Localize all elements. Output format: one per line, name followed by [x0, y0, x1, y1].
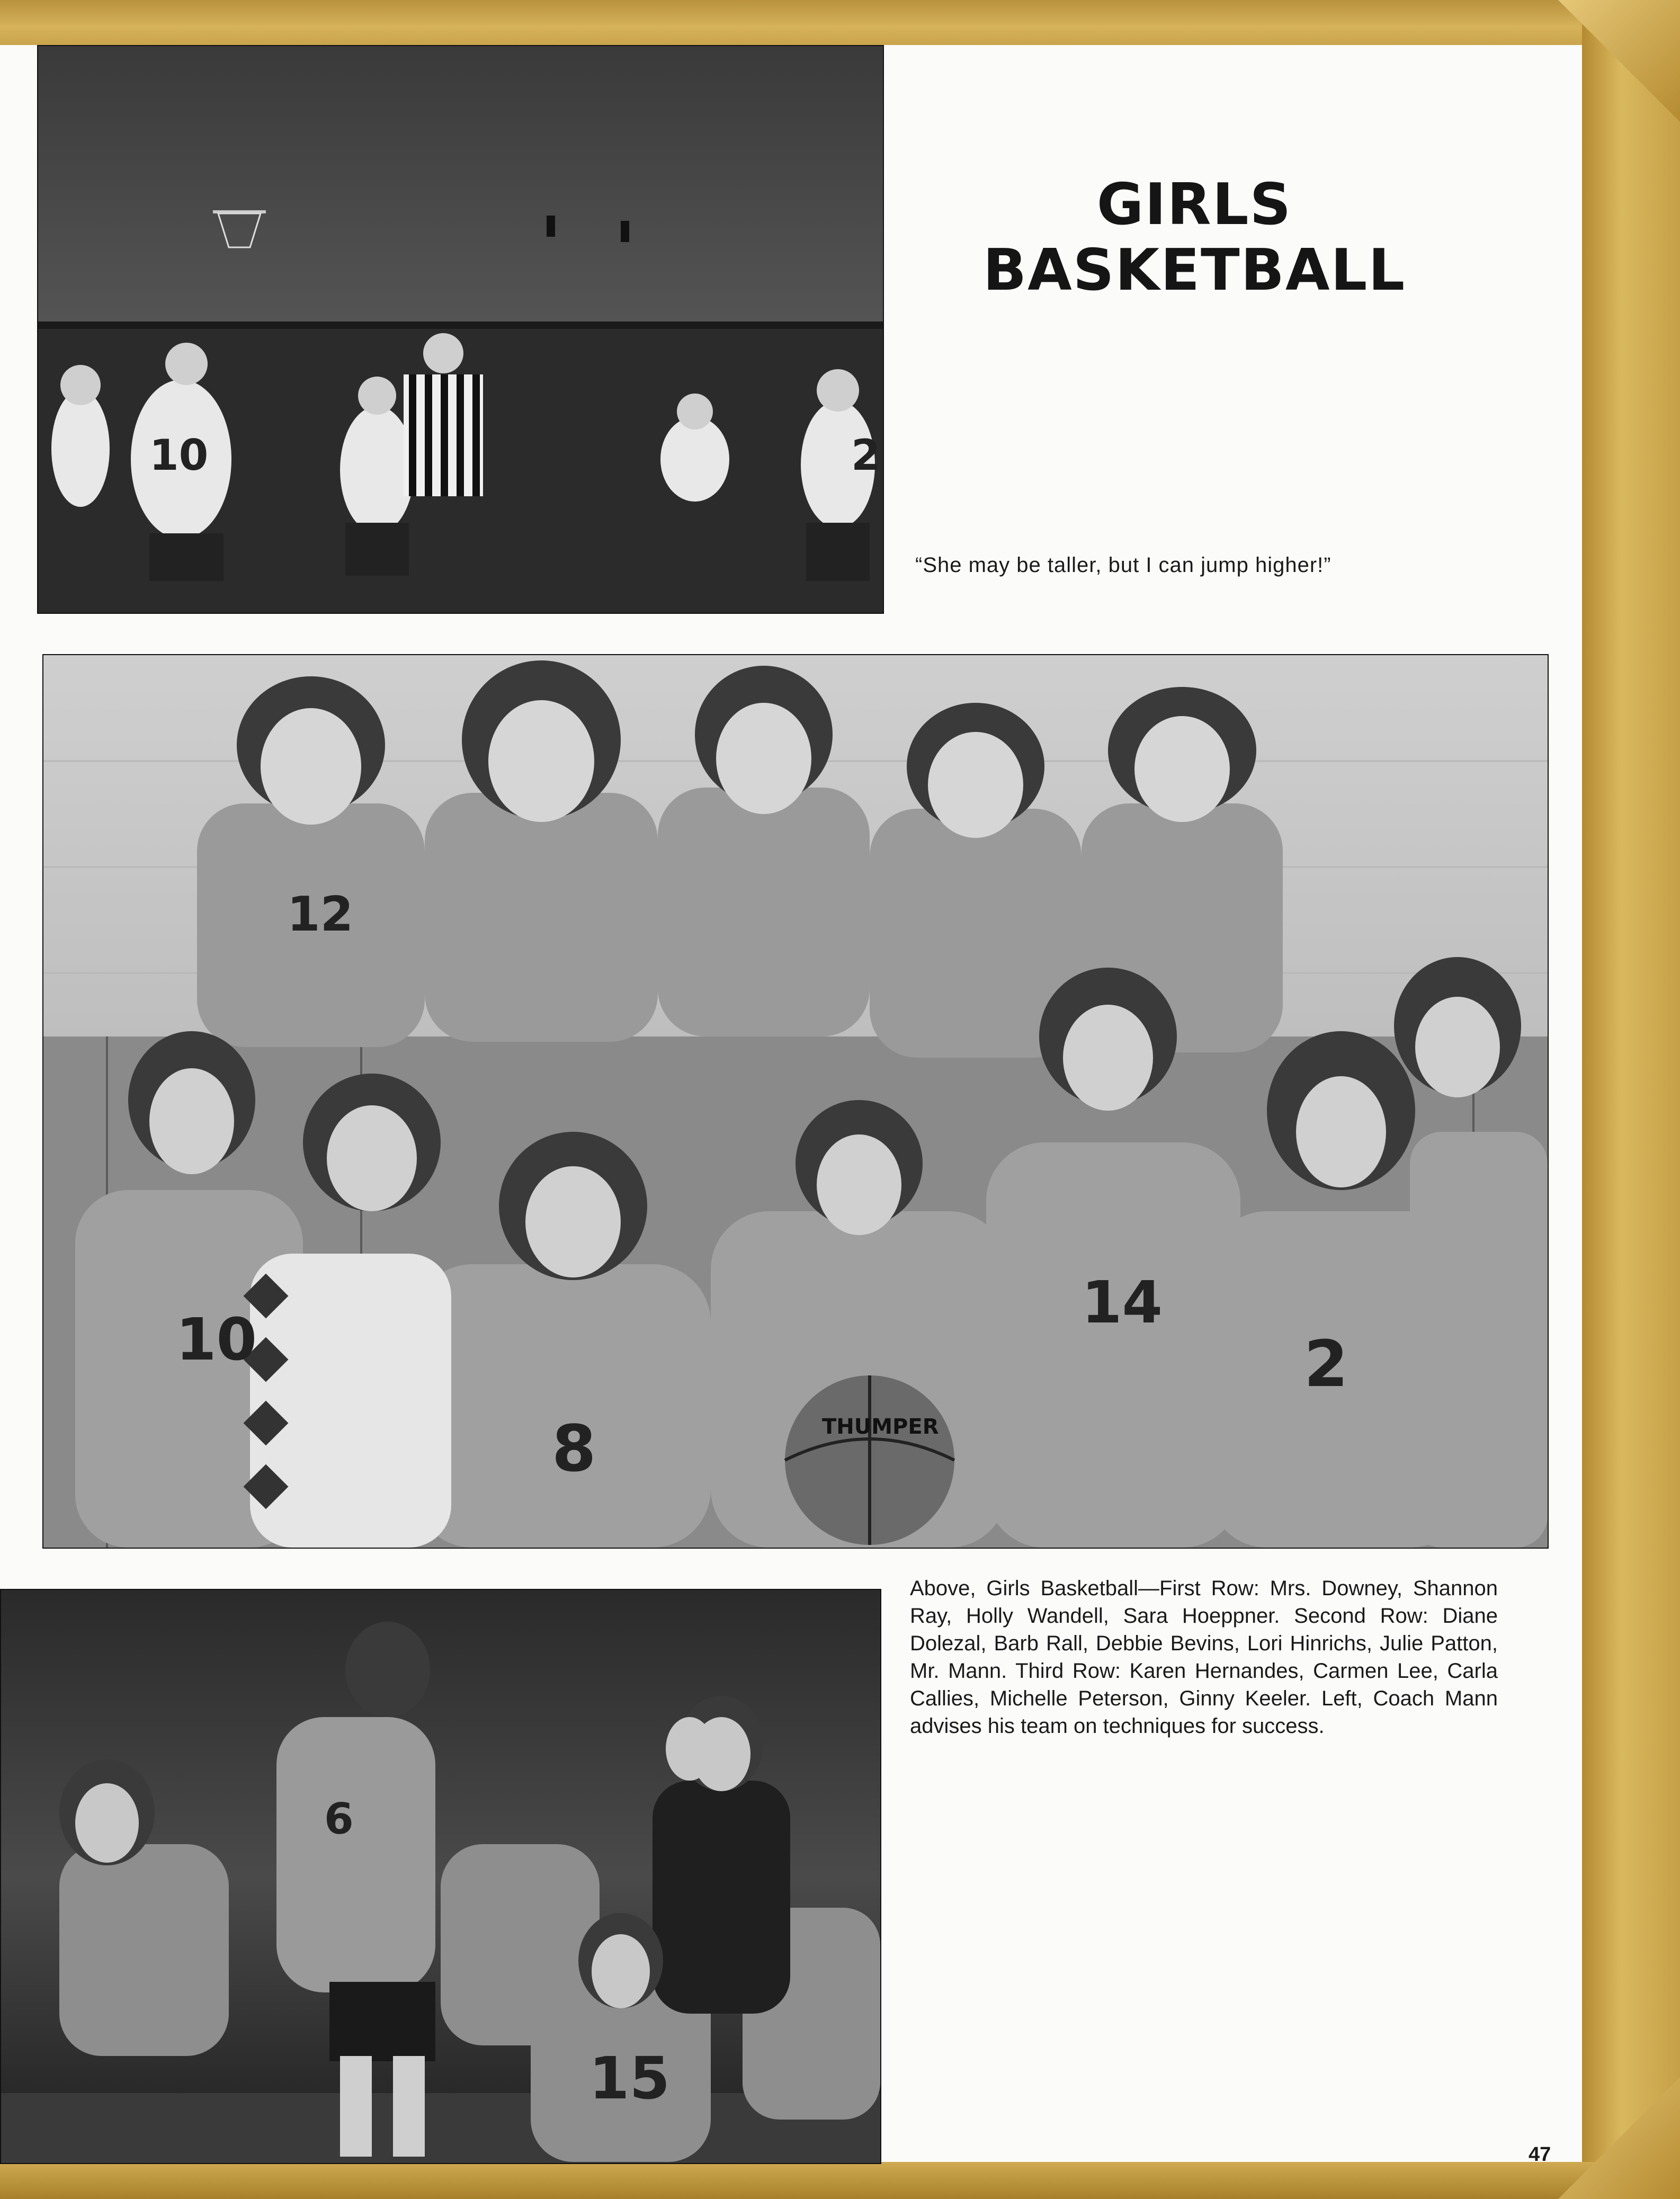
team-caption: Above, Girls Basketball—First Row: Mrs. Downey, Shannon Ray, Holly Wandell, Sara Hoeppner. Second Row: Diane Dolezal, Barb Rall, Debbie Bevins, Lori Hinrichs, Julie Patton, Mr. Mann. Third Row: Karen Hernandes, Carmen Lee, Carla Callies, Michelle Peterson, Ginny Keeler. Left, Coach Mann advises his team on techniques for success. [910, 1577, 1498, 1738]
photo-quote: “She may be taller, but I can jump higher!” [915, 553, 1332, 577]
game-jersey-number-1: 2 [851, 431, 881, 480]
binder-right-edge [1582, 0, 1680, 2199]
title-line-1: GIRLS [1096, 172, 1292, 238]
team-jersey-number-0: 12 [287, 887, 354, 942]
game-photo-image [38, 46, 883, 613]
team-jersey-number-3: 14 [1082, 1268, 1163, 1336]
yearbook-page [0, 45, 1582, 2166]
team-jersey-number-4: 2 [1304, 1328, 1348, 1401]
huddle-photo-image [1, 1590, 880, 2163]
huddle-jersey-number-0: 6 [324, 1794, 354, 1844]
team-group-photo [42, 654, 1549, 1549]
page-number: 47 [1529, 2143, 1551, 2166]
huddle-jersey-number-1: 15 [589, 2044, 671, 2112]
team-photo-image [43, 655, 1548, 1548]
binder-bottom-edge [0, 2162, 1680, 2199]
title-line-2: BASKETBALL [982, 237, 1406, 303]
huddle-photo [0, 1589, 881, 2164]
team-jersey-number-1: 10 [176, 1306, 257, 1373]
basketball-text: THUMPER [822, 1415, 939, 1439]
binder-top-edge [0, 0, 1680, 45]
team-jersey-number-2: 8 [552, 1413, 596, 1486]
game-action-photo [37, 45, 884, 614]
page-title [895, 172, 1494, 303]
game-jersey-number-0: 10 [149, 431, 209, 480]
